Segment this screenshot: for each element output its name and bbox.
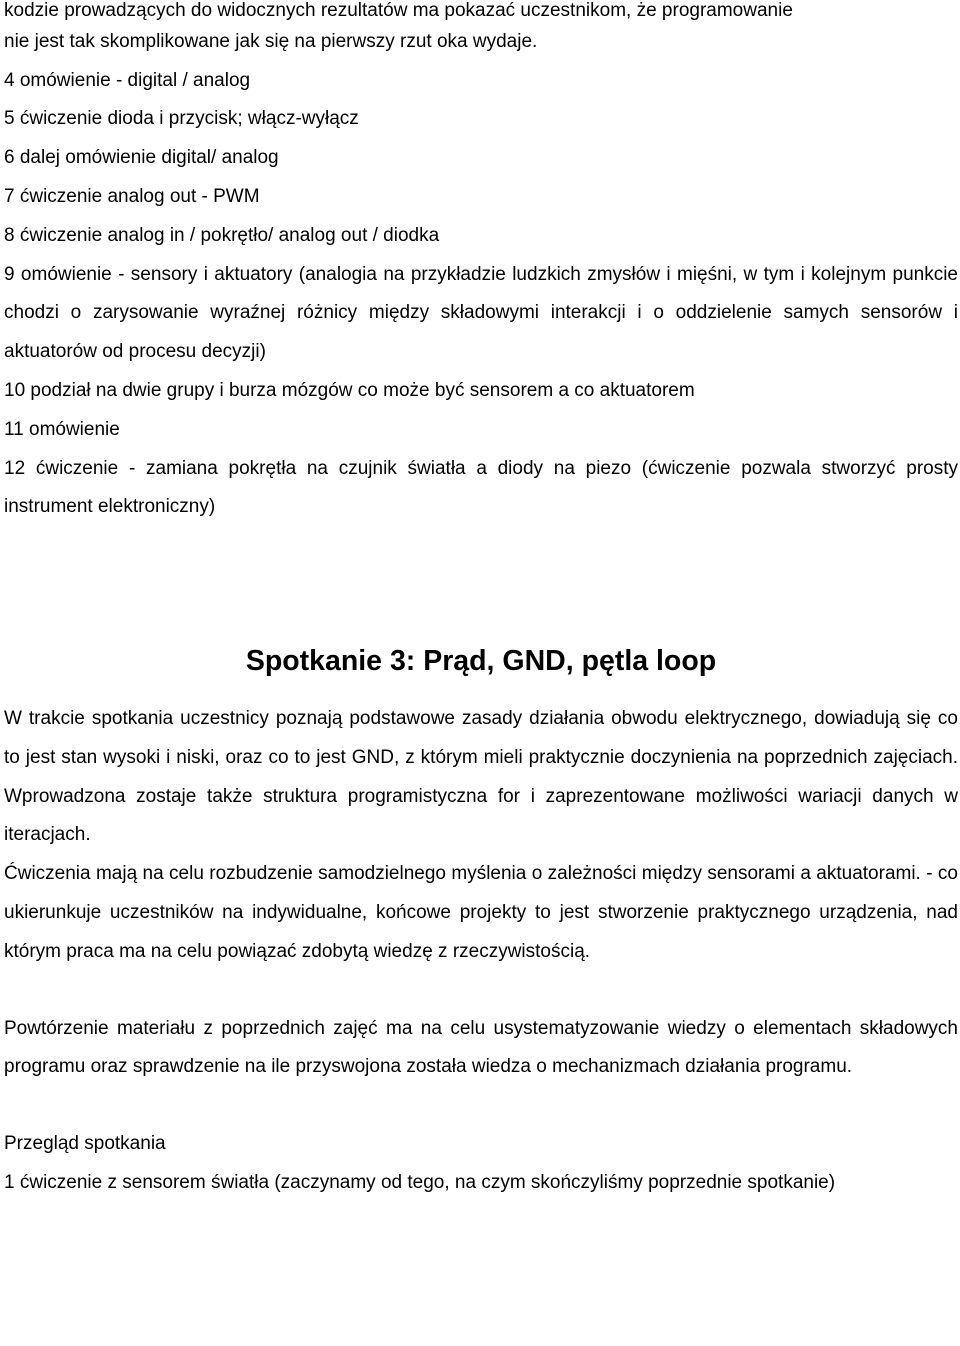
list-item-4: 4 omówienie - digital / analog: [4, 69, 251, 91]
spacer: [4, 527, 958, 642]
list-item-8: 8 ćwiczenie analog in / pokrętło/ analog out / diodka: [4, 224, 440, 246]
section-paragraph-3: Powtórzenie materiału z poprzednich zajęć ma na celu usystematyzowanie wiedzy o elementach składowych programu oraz sprawdzenie na ile przyswojona została wiedza o mechanizmach działania programu.: [4, 1017, 958, 1078]
list-item-10: 10 podział na dwie grupy i burza mózgów co może być sensorem a co aktuatorem: [4, 379, 695, 401]
list-item-6: 6 dalej omówienie digital/ analog: [4, 147, 279, 169]
overview-item-1: 1 ćwiczenie z sensorem światła (zaczynamy od tego, na czym skończyliśmy poprzednie spotkanie): [4, 1171, 836, 1193]
spacer: [4, 972, 958, 1010]
list-item-11: 11 omówienie: [4, 418, 120, 440]
overview-title: Przegląd spotkania: [4, 1133, 166, 1155]
spacer: [4, 681, 958, 700]
spacer: [4, 1087, 958, 1125]
section-heading: Spotkanie 3: Prąd, GND, pętla loop: [245, 645, 717, 678]
list-item-12: 12 ćwiczenie - zamiana pokrętła na czujnik światła a diody na piezo (ćwiczenie pozwala stworzyć prosty instrument elektroniczny): [4, 457, 958, 518]
intro-line-1: kodzie prowadzących do widocznych rezultatów ma pokazać uczestnikom, że programowanie: [4, 0, 793, 21]
section-paragraph-2: Ćwiczenia mają na celu rozbudzenie samodzielnego myślenia o zależności między sensorami a aktuatorami. - co ukierunkuje uczestników na indywidualne, końcowe projekty to jest stworzenie praktycznego urządzenia, nad którym praca ma na celu powiązać zdobytą wiedzę z rzeczywistością.: [4, 863, 958, 962]
list-item-5: 5 ćwiczenie dioda i przycisk; włącz-wyłącz: [4, 108, 359, 130]
list-item-7: 7 ćwiczenie analog out - PWM: [4, 185, 260, 207]
intro-line-2: nie jest tak skomplikowane jak się na pierwszy rzut oka wydaje.: [4, 30, 538, 52]
list-item-9: 9 omówienie - sensory i aktuatory (analogia na przykładzie ludzkich zmysłów i mięśni, w tym i kolejnym punkcie chodzi o zarysowanie wyraźnej różnicy między składowymi interakcji i o oddzielenie samych sensorów i aktuatorów od procesu decyzji): [4, 263, 958, 363]
section-paragraph-1: W trakcie spotkania uczestnicy poznają podstawowe zasady działania obwodu elektrycznego, dowiadują się co to jest stan wysoki i niski, oraz co to jest GND, z którym mieli praktycznie doczynienia na poprzednich zajęciach. Wprowadzona zostaje także struktura programistyczna for i zaprezentowane możliwości wariacji danych w iteracjach.: [4, 707, 958, 846]
